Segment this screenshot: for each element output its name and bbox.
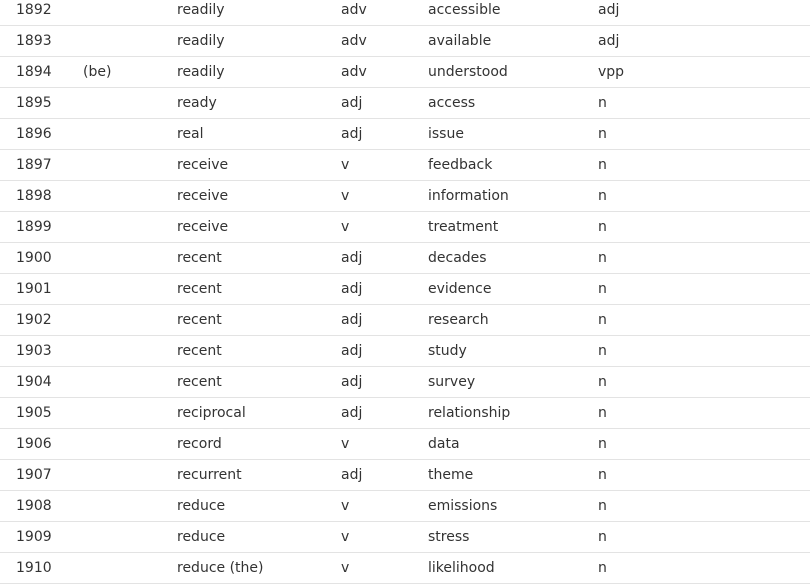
second-word-pos: n xyxy=(598,219,607,235)
table-row xyxy=(0,429,810,460)
second-word: understood xyxy=(428,64,508,80)
entry-number: 1893 xyxy=(16,33,52,49)
first-word: recent xyxy=(177,312,222,328)
entry-number: 1898 xyxy=(16,188,52,204)
table-row xyxy=(0,460,810,491)
second-word-pos: adj xyxy=(598,33,620,49)
entry-number: 1904 xyxy=(16,374,52,390)
second-word: decades xyxy=(428,250,487,266)
first-word: reduce xyxy=(177,529,226,545)
entry-number: 1901 xyxy=(16,281,52,297)
table-row xyxy=(0,212,810,243)
second-word-pos: n xyxy=(598,281,607,297)
first-word: receive xyxy=(177,188,229,204)
first-word: recent xyxy=(177,343,222,359)
first-word: readily xyxy=(177,64,225,80)
second-word: access xyxy=(428,95,476,111)
entry-number: 1892 xyxy=(16,2,52,18)
table-row xyxy=(0,367,810,398)
second-word-pos: n xyxy=(598,95,607,111)
first-word-pos: adv xyxy=(341,64,367,80)
first-word-pos: adj xyxy=(341,405,363,421)
table-row xyxy=(0,522,810,553)
second-word: feedback xyxy=(428,157,493,173)
first-word: ready xyxy=(177,95,217,111)
second-word-pos: n xyxy=(598,126,607,142)
entry-number: 1895 xyxy=(16,95,52,111)
first-word-pos: adj xyxy=(341,126,363,142)
first-word: reduce xyxy=(177,498,226,514)
first-word-pos: adv xyxy=(341,2,367,18)
second-word-pos: n xyxy=(598,498,607,514)
table-row xyxy=(0,57,810,88)
table-row xyxy=(0,181,810,212)
table-row xyxy=(0,553,810,584)
first-word-pos: adv xyxy=(341,33,367,49)
second-word-pos: n xyxy=(598,188,607,204)
second-word-pos: n xyxy=(598,343,607,359)
first-word: reduce (the) xyxy=(177,560,264,576)
second-word: accessible xyxy=(428,2,501,18)
first-word: readily xyxy=(177,2,225,18)
first-word: receive xyxy=(177,219,229,235)
second-word-pos: n xyxy=(598,529,607,545)
first-word-pos: v xyxy=(341,157,350,173)
first-word-pos: adj xyxy=(341,250,363,266)
table-row xyxy=(0,274,810,305)
entry-number: 1903 xyxy=(16,343,52,359)
second-word-pos: adj xyxy=(598,2,620,18)
table-row xyxy=(0,26,810,57)
second-word: treatment xyxy=(428,219,499,235)
entry-number: 1910 xyxy=(16,560,52,576)
entry-number: 1894 xyxy=(16,64,52,80)
first-word-pos: v xyxy=(341,188,350,204)
first-word-pos: adj xyxy=(341,467,363,483)
second-word: relationship xyxy=(428,405,511,421)
second-word-pos: n xyxy=(598,374,607,390)
first-word: receive xyxy=(177,157,229,173)
second-word: available xyxy=(428,33,492,49)
entry-number: 1907 xyxy=(16,467,52,483)
table-row xyxy=(0,305,810,336)
second-word-pos: n xyxy=(598,560,607,576)
first-word: readily xyxy=(177,33,225,49)
entry-number: 1897 xyxy=(16,157,52,173)
second-word: data xyxy=(428,436,460,452)
second-word: likelihood xyxy=(428,560,495,576)
table-row xyxy=(0,243,810,274)
first-word-pos: v xyxy=(341,529,350,545)
second-word-pos: vpp xyxy=(598,64,625,80)
entry-number: 1905 xyxy=(16,405,52,421)
first-word-pos: v xyxy=(341,219,350,235)
first-word-pos: adj xyxy=(341,95,363,111)
second-word: study xyxy=(428,343,467,359)
second-word-pos: n xyxy=(598,405,607,421)
entry-number: 1906 xyxy=(16,436,52,452)
first-word-pos: adj xyxy=(341,281,363,297)
first-word-pos: adj xyxy=(341,343,363,359)
table-row xyxy=(0,336,810,367)
entry-number: 1908 xyxy=(16,498,52,514)
second-word: information xyxy=(428,188,509,204)
entry-number: 1909 xyxy=(16,529,52,545)
entry-number: 1902 xyxy=(16,312,52,328)
second-word: evidence xyxy=(428,281,492,297)
first-word: real xyxy=(177,126,204,142)
first-word-pos: v xyxy=(341,498,350,514)
first-word: reciprocal xyxy=(177,405,246,421)
prefix-word: (be) xyxy=(83,64,112,80)
table-row xyxy=(0,88,810,119)
second-word: stress xyxy=(428,529,470,545)
second-word-pos: n xyxy=(598,312,607,328)
first-word: recent xyxy=(177,250,222,266)
second-word: survey xyxy=(428,374,476,390)
first-word: record xyxy=(177,436,222,452)
table-row xyxy=(0,0,810,26)
second-word: research xyxy=(428,312,489,328)
first-word-pos: v xyxy=(341,560,350,576)
first-word: recent xyxy=(177,374,222,390)
first-word: recurrent xyxy=(177,467,242,483)
entry-number: 1900 xyxy=(16,250,52,266)
second-word: emissions xyxy=(428,498,498,514)
table-row xyxy=(0,398,810,429)
table-row xyxy=(0,150,810,181)
first-word: recent xyxy=(177,281,222,297)
first-word-pos: adj xyxy=(341,374,363,390)
table-row xyxy=(0,491,810,522)
second-word-pos: n xyxy=(598,436,607,452)
second-word-pos: n xyxy=(598,157,607,173)
entry-number: 1896 xyxy=(16,126,52,142)
second-word: issue xyxy=(428,126,464,142)
first-word-pos: v xyxy=(341,436,350,452)
first-word-pos: adj xyxy=(341,312,363,328)
second-word: theme xyxy=(428,467,474,483)
second-word-pos: n xyxy=(598,250,607,266)
entry-number: 1899 xyxy=(16,219,52,235)
table-row xyxy=(0,119,810,150)
second-word-pos: n xyxy=(598,467,607,483)
